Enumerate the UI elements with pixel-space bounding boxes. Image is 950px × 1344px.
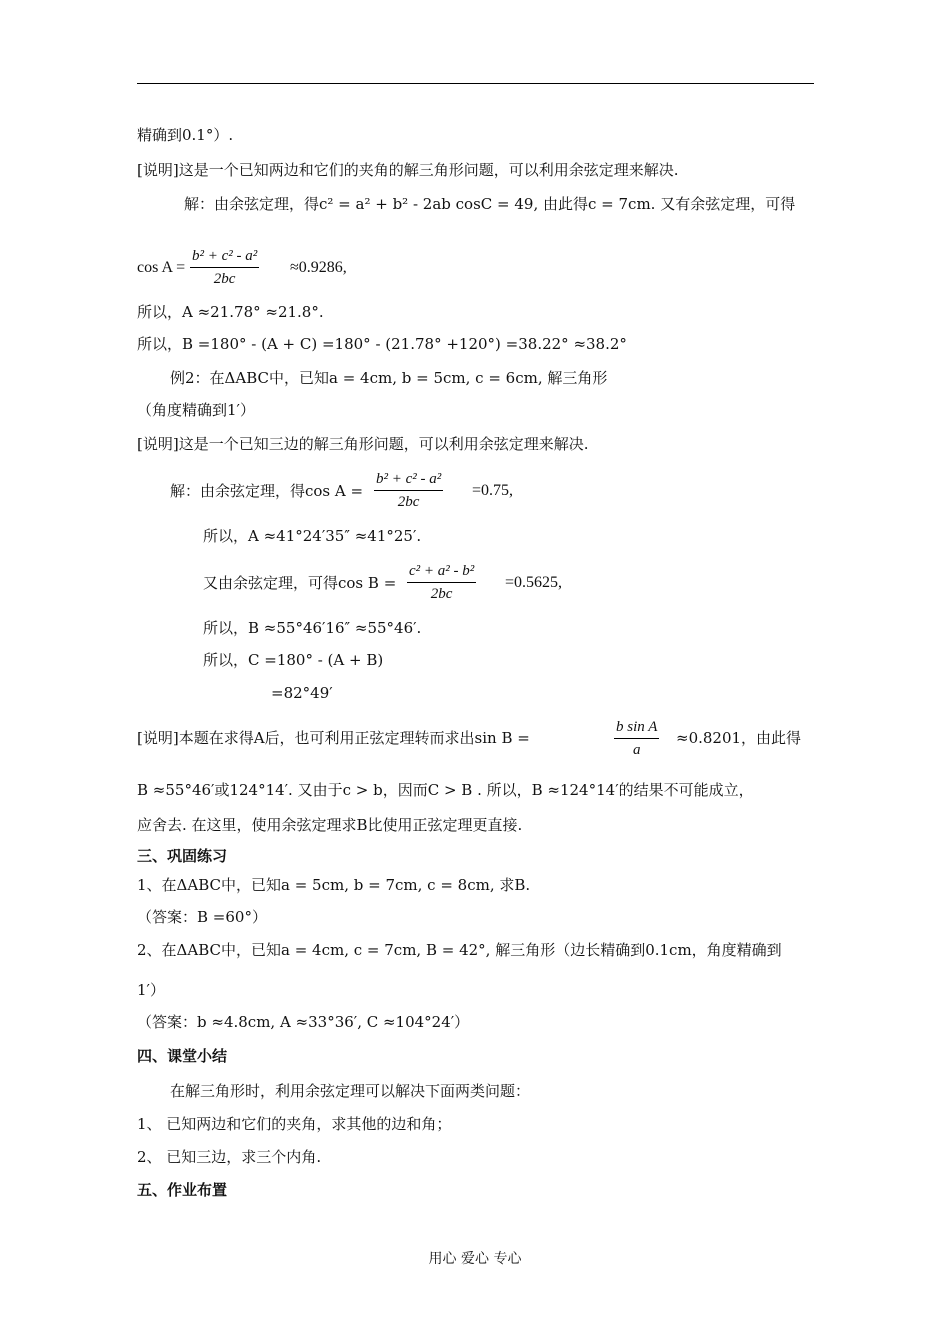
header-rule xyxy=(137,83,814,84)
list-item: 2、 已知三边，求三个内角. xyxy=(137,1148,322,1166)
equation-prefix: cos A = xyxy=(137,259,186,276)
equation-result: =0.5625, xyxy=(505,574,563,591)
fraction-numerator: b² + c² - a² xyxy=(190,245,259,268)
text-line: 所以，A ≈41°24′35″ ≈41°25′. xyxy=(203,527,422,545)
equation-result: ≈0.9286, xyxy=(290,259,347,276)
answer-line: （答案：B =60°） xyxy=(137,908,267,926)
text-line: 所以，C =180° - (A + B) xyxy=(203,651,384,669)
text-line: 精确到0.1°）. xyxy=(137,126,234,144)
text-line: 所以，A ≈21.78° ≈21.8°. xyxy=(137,303,324,321)
fraction-denominator: 2bc xyxy=(397,494,420,510)
example-title: 例2：在ΔABC中，已知a = 4cm, b = 5cm, c = 6cm, 解三角形 xyxy=(170,369,608,387)
text-line: （角度精确到1′） xyxy=(137,401,255,419)
exercise-item: 2、在ΔABC中，已知a = 4cm, c = 7cm, B = 42°, 解三角形（边长精确到0.1cm，角度精确到 xyxy=(137,941,782,959)
note-paragraph: [说明]这是一个已知三边的解三角形问题，可以利用余弦定理来解决. xyxy=(137,435,589,453)
summary-intro: 在解三角形时，利用余弦定理可以解决下面两类问题： xyxy=(170,1082,531,1100)
section-heading: 五、作业布置 xyxy=(137,1181,228,1199)
equation-prefix: 解：由余弦定理，得cos A = xyxy=(170,482,364,500)
equation-prefix: 又由余弦定理，可得cos B = xyxy=(203,574,397,592)
page-footer: 用心 爱心 专心 xyxy=(428,1251,522,1267)
fraction-numerator: b² + c² - a² xyxy=(374,468,443,491)
equation-result: ≈0.8201，由此得 xyxy=(676,729,802,747)
text-line: B ≈55°46′或124°14′. 又由于c > b，因而C > B . 所以，B ≈124°14′的结果不可能成立， xyxy=(137,781,754,799)
text-line: 所以，B =180° - (A + C) =180° - (21.78° +120°) =38.22° ≈38.2° xyxy=(137,335,627,353)
section-heading: 四、课堂小结 xyxy=(137,1047,228,1065)
list-item: 1、 已知两边和它们的夹角，求其他的边和角； xyxy=(137,1115,452,1133)
equation-prefix: [说明]本题在求得A后，也可利用正弦定理转而求出sin B = xyxy=(137,729,530,747)
text-line: 应舍去. 在这里，使用余弦定理求B比使用正弦定理更直接. xyxy=(137,816,523,834)
fraction-sin-b xyxy=(614,716,659,761)
fraction-cos-a xyxy=(374,468,443,513)
text-line: =82°49′ xyxy=(271,684,333,702)
text-line: 所以，B ≈55°46′16″ ≈55°46′. xyxy=(203,619,422,637)
fraction-cos-b xyxy=(407,560,476,605)
text-line: 1′） xyxy=(137,981,165,999)
fraction-denominator: a xyxy=(632,742,641,758)
fraction-denominator: 2bc xyxy=(213,271,236,287)
solution-line: 解：由余弦定理，得c² = a² + b² - 2ab cosC = 49, 由此得c = 7cm. 又有余弦定理，可得 xyxy=(184,195,796,213)
answer-line: （答案：b ≈4.8cm, A ≈33°36′, C ≈104°24′） xyxy=(137,1013,470,1031)
fraction-numerator: b sin A xyxy=(614,716,659,739)
section-heading: 三、巩固练习 xyxy=(137,847,228,865)
fraction-denominator: 2bc xyxy=(430,586,453,602)
fraction-cos-a xyxy=(190,245,259,290)
note-paragraph: [说明]这是一个已知两边和它们的夹角的解三角形问题，可以利用余弦定理来解决. xyxy=(137,161,679,179)
exercise-item: 1、在ΔABC中，已知a = 5cm, b = 7cm, c = 8cm, 求B. xyxy=(137,876,531,894)
equation-result: =0.75, xyxy=(472,482,514,499)
fraction-numerator: c² + a² - b² xyxy=(407,560,476,583)
